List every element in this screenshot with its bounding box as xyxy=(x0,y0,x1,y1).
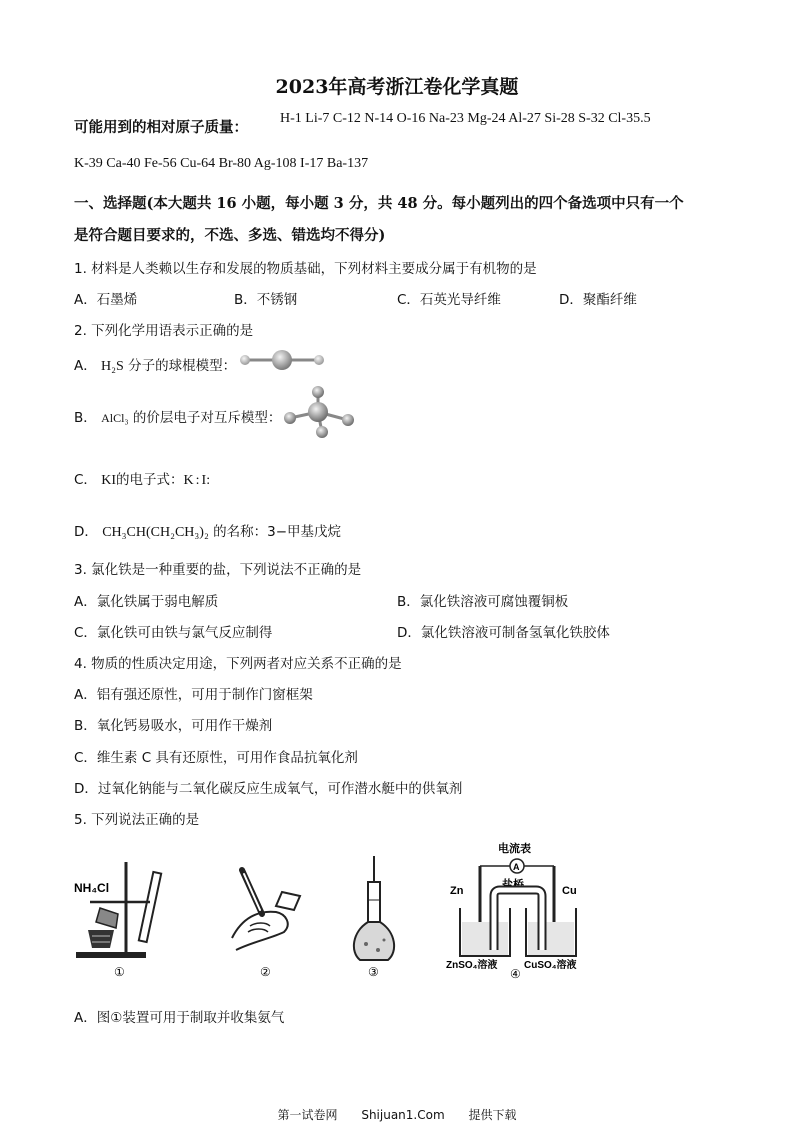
q4-option-a: A．铝有强还原性，可用于制作门窗框架 xyxy=(74,687,313,703)
q2-option-d xyxy=(74,520,341,541)
q3-option-d: D．氯化铁溶液可制备氢氧化铁胶体 xyxy=(397,625,610,641)
q2-option-c xyxy=(74,468,210,489)
fig4-ammeter-a: A xyxy=(513,862,520,872)
question-4-stem: 4. 物质的性质决定用途，下列两者对应关系不正确的是 xyxy=(74,656,402,672)
footer-right: 提供下载 xyxy=(468,1108,517,1122)
q4-option-d: D．过氧化钠能与二氧化碳反应生成氧气，可作潜水艇中的供氧剂 xyxy=(74,781,463,797)
section-heading-line-1: 一、选择题(本大题共 16 小题，每小题 3 分，共 48 分。每小题列出的四个备选项中只有一个 xyxy=(74,195,684,212)
q3-option-c: C．氯化铁可由铁与氯气反应制得 xyxy=(74,625,273,641)
q2-c-colon-2: : xyxy=(206,473,211,488)
fig3-number: ③ xyxy=(368,965,379,979)
q2-c-k: K xyxy=(183,473,194,488)
figure-3-volumetric-flask xyxy=(346,852,406,980)
fig4-znso4-label: ZnSO₄溶液 xyxy=(446,960,498,971)
q5-option-a: A．图①装置可用于制取并收集氨气 xyxy=(74,1010,285,1026)
figure-2-hand-tube xyxy=(222,852,312,980)
footer-site[interactable]: Shijuan1.Com xyxy=(361,1108,445,1122)
page-footer xyxy=(0,1106,794,1123)
atomic-mass-label: 可能用到的相对原子质量： xyxy=(74,119,248,136)
footer-left: 第一试卷网 xyxy=(277,1108,338,1122)
q2-c-colon: : xyxy=(195,473,200,488)
q2-d-text: 的名称：3−甲基戊烷 xyxy=(213,524,342,540)
q2-option-b xyxy=(74,406,281,426)
q1-option-d: D．聚酯纤维 xyxy=(559,292,637,308)
fig4-zn-label: Zn xyxy=(450,885,464,897)
figure-4-galvanic-cell xyxy=(444,838,600,980)
q2-b-text: 的价层电子对互斥模型： xyxy=(132,410,282,426)
fig1-number: ① xyxy=(114,965,125,979)
atomic-mass-line-2: K-39 Ca-40 Fe-56 Cu-64 Br-80 Ag-108 I-17 Ba-137 xyxy=(74,156,369,171)
q2-c-i: I xyxy=(201,473,207,488)
fig2-number: ② xyxy=(260,965,271,979)
q2-c-text: 的电子式： xyxy=(116,472,184,488)
q3-option-a: A．氯化铁属于弱电解质 xyxy=(74,594,219,610)
q2-d-formula: CH₃CH(CH₂CH₃)₂ xyxy=(102,525,209,540)
q2-c-prefix: C． xyxy=(74,472,97,488)
page-title: 2023年高考浙江卷化学真题 xyxy=(275,76,519,98)
fig4-salt-bridge-label: 盐桥 xyxy=(502,879,524,891)
fig4-number: ④ xyxy=(510,967,521,980)
q2-c-formula: KI xyxy=(101,473,117,488)
q2-option-a xyxy=(74,354,236,375)
q2-a-prefix: A． xyxy=(74,358,97,374)
question-2-stem: 2. 下列化学用语表示正确的是 xyxy=(74,323,254,339)
fig4-cu-label: Cu xyxy=(562,885,577,897)
q4-option-b: B．氧化钙易吸水，可用作干燥剂 xyxy=(74,718,273,734)
question-5-stem: 5. 下列说法正确的是 xyxy=(74,812,200,828)
q1-option-a: A．石墨烯 xyxy=(74,292,138,308)
fig1-nh4cl-label: NH₄Cl xyxy=(74,881,110,895)
q2-d-prefix: D． xyxy=(74,524,98,540)
fig4-cuso4-label: CuSO₄溶液 xyxy=(524,960,577,971)
q1-option-b: B．不锈钢 xyxy=(234,292,298,308)
question-3-stem: 3. 氯化铁是一种重要的盐，下列说法不正确的是 xyxy=(74,562,362,578)
q1-option-c: C．石英光导纤维 xyxy=(397,292,501,308)
q3-option-b: B．氯化铁溶液可腐蚀覆铜板 xyxy=(397,594,569,610)
h2s-ball-stick-model xyxy=(237,346,329,374)
q2-b-prefix: B． xyxy=(74,410,97,426)
figure-1-apparatus xyxy=(70,852,180,980)
atomic-mass-line-1: H-1 Li-7 C-12 N-14 O-16 Na-23 Mg-24 Al-27 Si-28 S-32 Cl-35.5 xyxy=(280,111,651,126)
q2-b-formula: AlCl₃ xyxy=(101,411,129,425)
alcl3-vsepr-model xyxy=(280,384,356,440)
q2-a-formula: H₂S xyxy=(101,359,124,374)
question-1-stem: 1. 材料是人类赖以生存和发展的物质基础，下列材料主要成分属于有机物的是 xyxy=(74,261,537,277)
section-heading-line-2: 是符合题目要求的，不选、多选、错选均不得分) xyxy=(74,227,386,244)
q4-option-c: C．维生素 C 具有还原性，可用作食品抗氧化剂 xyxy=(74,750,358,766)
fig4-ammeter-label: 电流表 xyxy=(498,843,531,855)
q2-a-text: 分子的球棍模型： xyxy=(128,358,237,374)
